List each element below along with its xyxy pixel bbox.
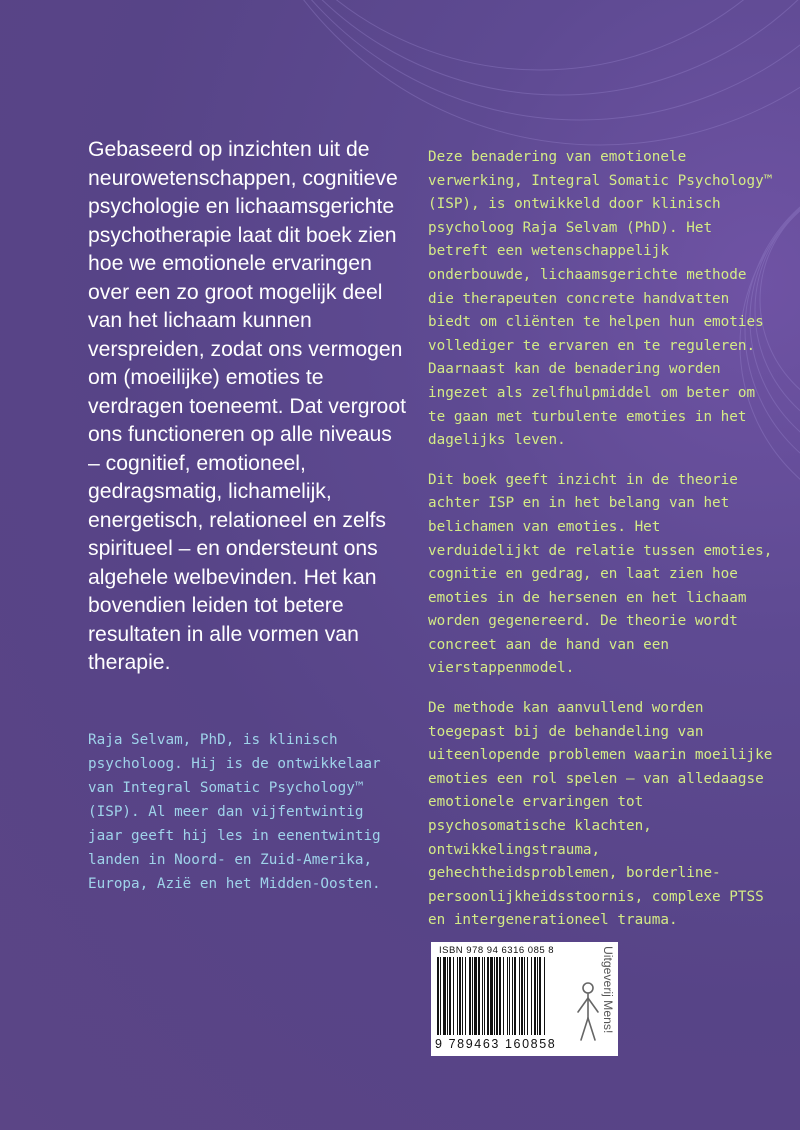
isbn-label: ISBN 978 94 6316 085 8 bbox=[439, 945, 555, 956]
publisher-mark bbox=[570, 942, 618, 1056]
publisher-name: Uitgeverij Mens! bbox=[601, 946, 615, 1034]
person-figure-icon bbox=[574, 980, 602, 1046]
author-bio: Raja Selvam, PhD, is klinisch psycholoog. Hij is de ontwikkelaar van Integral Somatic Psychology™ (ISP). Al meer dan vijfentwintig jaar geeft hij les in eenentwintig landen in Noord- en Zuid-Amerika, Europa, Azië en het Midden-Oosten. bbox=[88, 732, 381, 892]
intro-paragraph: Gebaseerd op inzichten uit de neurowetenschappen, cognitieve psychologie en lichaamsgerichte psychotherapie laat dit boek zien hoe we emotionele ervaringen over een zo groot mogelijk deel van het lichaam kunnen verspreiden, zodat ons vermogen om (moeilijke) emoties te verdragen toeneemt. Dat vergroot ons functioneren op alle niveaus – cognitief, emotioneel, gedragsmatig, lichamelijk, energetisch, relationeel en zelfs spiritueel – en ondersteunt ons algehele welbevinden. Het kan bovendien leiden tot betere resultaten in alle vormen van therapie. bbox=[88, 138, 406, 674]
barcode-bars bbox=[437, 957, 569, 1037]
description-paragraph-2: Dit boek geeft inzicht in de theorie achter ISP en in het belang van het belichamen van emoties. Het verduidelijkt de relatie tussen emoties, cognitie en gedrag, en laat zien hoe emoties in de hersenen en het lichaam worden gegenereerd. De theorie wordt concreet aan de hand van een vierstappenmodel. bbox=[428, 471, 773, 677]
description-paragraph-3: De methode kan aanvullend worden toegepast bij de behandeling van uiteenlopende problemen waarin moeilijke emoties een rol spelen – van alledaagse emotionele ervaringen tot psychosomatische klachten, ontwikkelingstrauma, gehechtheidsproblemen, borderline-persoonlijkheidsstoornis, complexe PTSS en intergenerationeel trauma. bbox=[428, 700, 773, 929]
barcode-number: 9 789463 160858 bbox=[435, 1037, 557, 1051]
description-paragraph-1: Deze benadering van emotionele verwerking, Integral Somatic Psychology™ (ISP), is ontwikkeld door klinisch psycholoog Raja Selvam (PhD). Het betreft een wetenschappelijk onderbouwde, lichaamsgerichte methode die therapeuten concrete handvatten biedt om cliënten te helpen hun emoties vollediger te ervaren en te reguleren. Daarnaast kan de benadering worden ingezet als zelfhulpmiddel om beter om te gaan met turbulente emoties in het dagelijks leven. bbox=[428, 149, 773, 449]
description-column bbox=[428, 146, 773, 949]
